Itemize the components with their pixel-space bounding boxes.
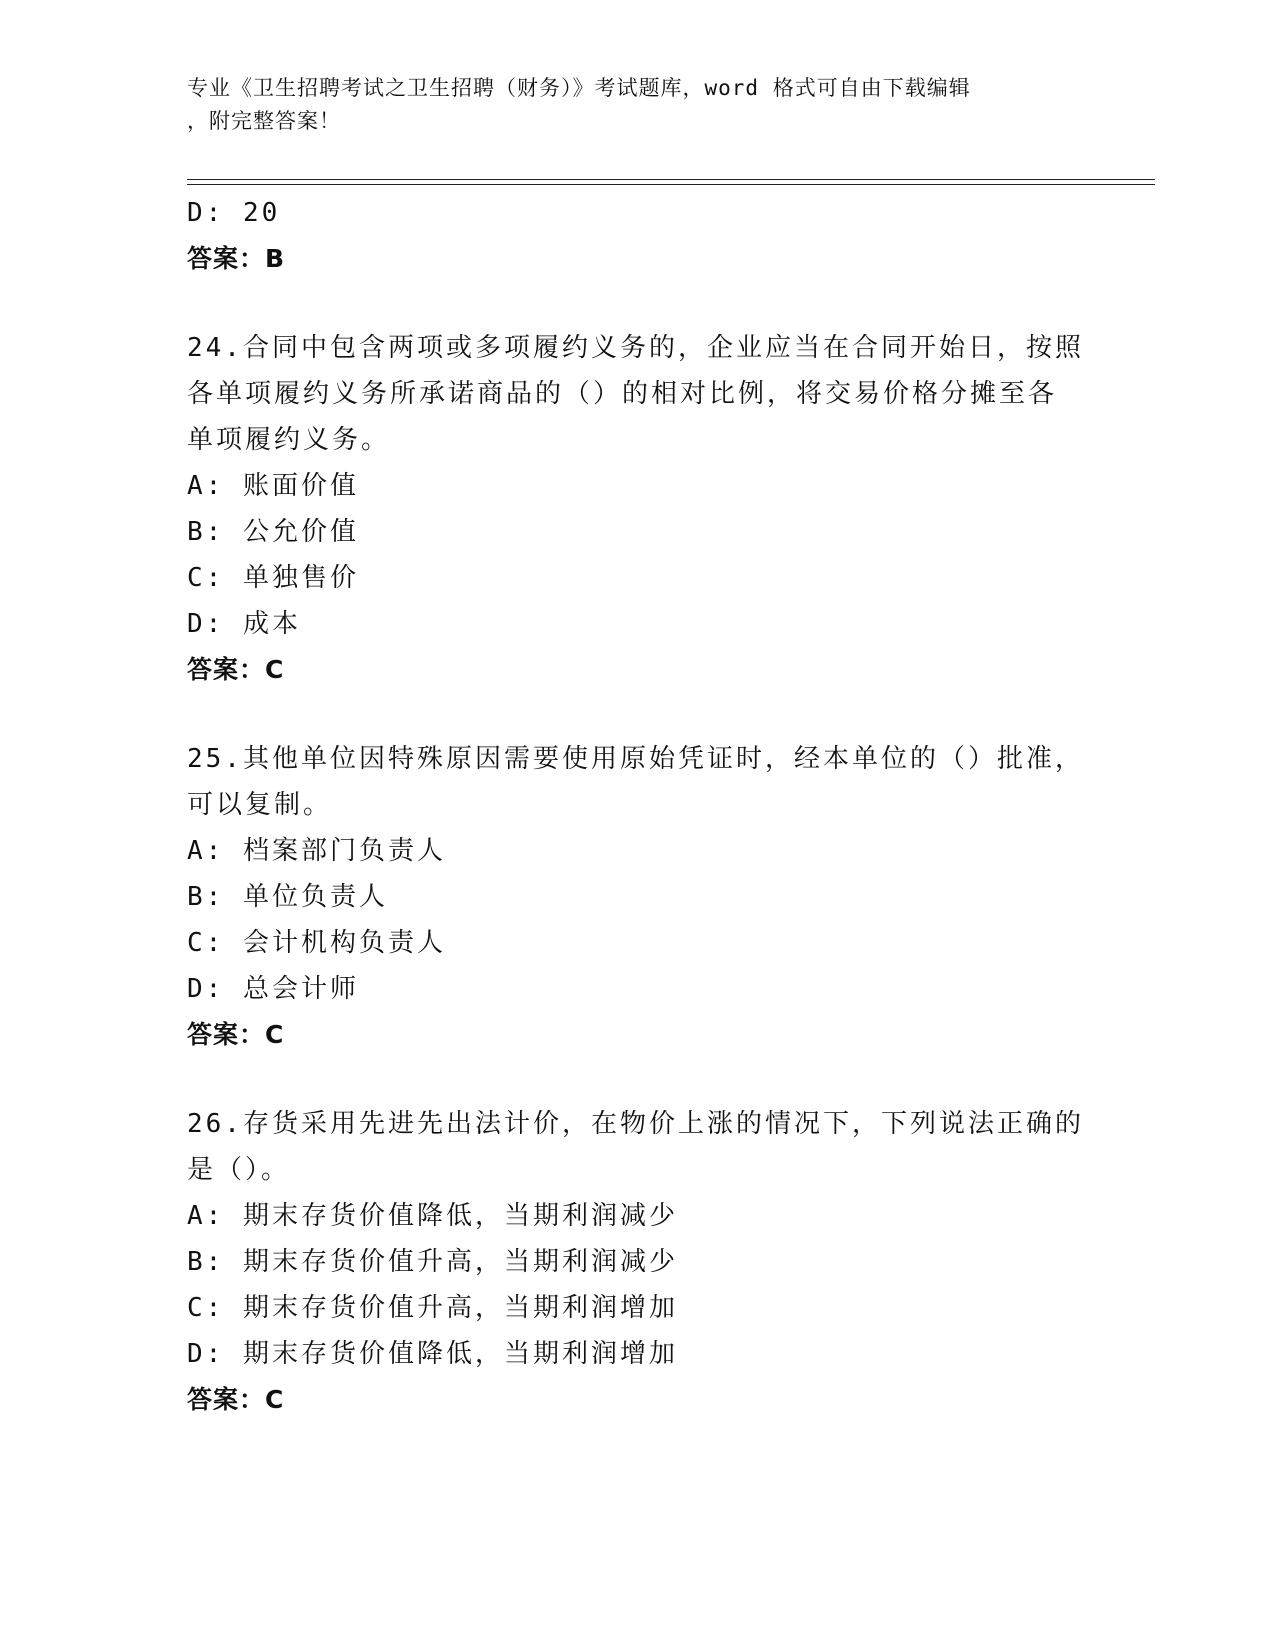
option-d: D: 成本 [187,609,301,639]
question-stem: 单项履约义务。 [187,425,391,455]
option-c: C: 期末存货价值升高，当期利润增加 [187,1293,678,1323]
question-26 [187,1101,1087,1423]
question-stem: 26.存货采用先进先出法计价，在物价上涨的情况下，下列说法正确的 [187,1109,1084,1139]
question-stem: 各单项履约义务所承诺商品的（）的相对比例，将交易价格分摊至各 [187,379,1058,409]
header-line-2: ，附完整答案！ [187,109,341,133]
option-d: D: 20 [187,198,281,228]
option-b: B: 期末存货价值升高，当期利润减少 [187,1247,678,1277]
option-d: D: 总会计师 [187,974,359,1004]
header-divider-bottom [187,184,1155,185]
option-c: C: 会计机构负责人 [187,928,446,958]
question-stem: 是（）。 [187,1155,291,1185]
question-25 [187,736,1087,1058]
option-a: A: 账面价值 [187,471,359,501]
header-line-1: 专业《卫生招聘考试之卫生招聘（财务）》考试题库，word 格式可自由下载编辑 [187,76,971,100]
question-stem: 24.合同中包含两项或多项履约义务的，企业应当在合同开始日，按照 [187,333,1084,363]
option-a: A: 期末存货价值降低，当期利润减少 [187,1201,678,1231]
question-24 [187,325,1087,693]
answer: 答案：C [187,655,285,684]
question-stem: 25.其他单位因特殊原因需要使用原始凭证时，经本单位的（）批准， [187,744,1084,774]
option-d: D: 期末存货价值降低，当期利润增加 [187,1339,678,1369]
option-b: B: 公允价值 [187,517,359,547]
question-stem: 可以复制。 [187,790,333,820]
option-b: B: 单位负责人 [187,882,388,912]
page-header [187,72,1087,138]
answer: 答案：C [187,1020,285,1049]
header-divider-top [187,179,1155,180]
option-c: C: 单独售价 [187,563,359,593]
answer: 答案：C [187,1385,285,1414]
option-a: A: 档案部门负责人 [187,836,446,866]
question-list [187,190,1087,1423]
answer: 答案：B [187,244,286,273]
